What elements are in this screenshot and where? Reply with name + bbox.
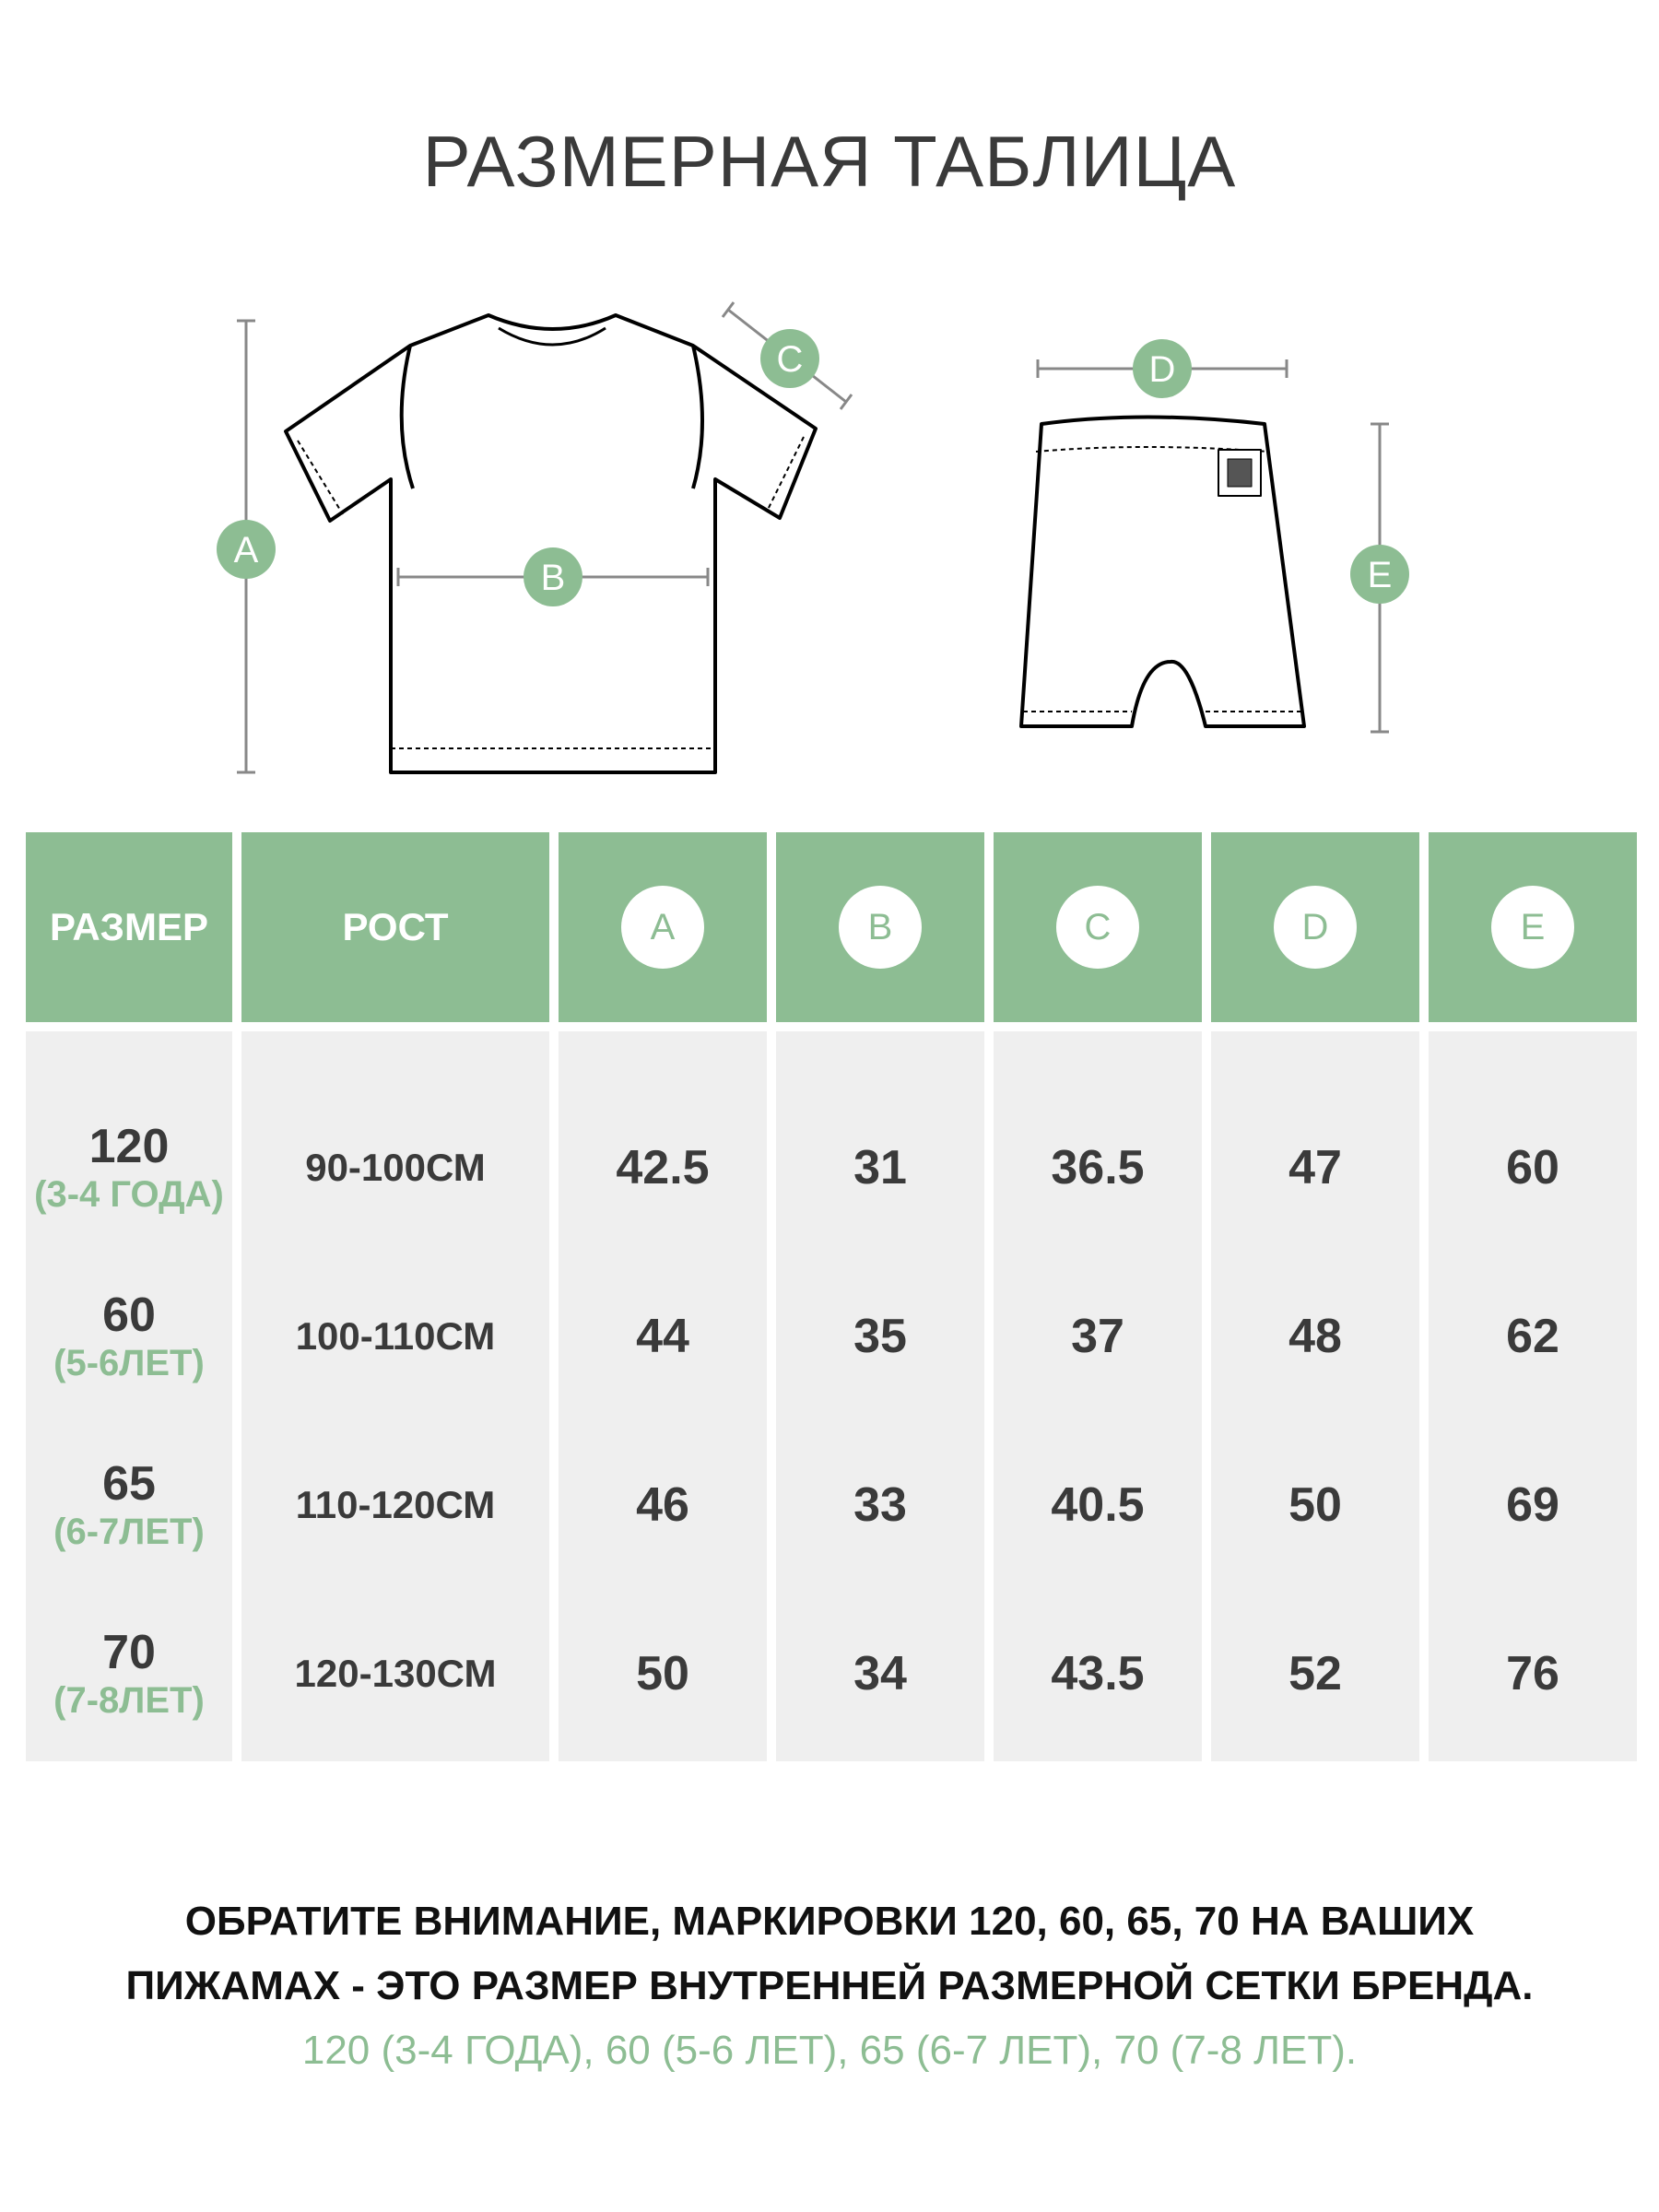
measure-b-label: B (540, 558, 566, 598)
table-body (26, 1031, 1639, 1761)
table-cell-e: 60 (1506, 1140, 1559, 1194)
table-cell-size (26, 1589, 232, 1758)
tshirt-illustration (286, 315, 816, 772)
column-height (241, 1031, 549, 1761)
header-size: РАЗМЕР (26, 832, 232, 1022)
table-cell-d: 50 (1288, 1477, 1342, 1532)
size-table (26, 832, 1639, 1761)
measure-a-marker (217, 520, 276, 579)
table-cell-b: 35 (853, 1309, 907, 1363)
measure-b-marker (524, 547, 582, 606)
shorts-illustration (1021, 418, 1304, 727)
measure-e-label: E (1367, 555, 1393, 595)
measure-a-label: A (233, 530, 259, 571)
table-cell-height: 100-110СМ (295, 1313, 496, 1358)
column-c (994, 1031, 1202, 1761)
table-cell-a: 42.5 (616, 1140, 710, 1194)
column-b (776, 1031, 984, 1761)
table-cell-b: 33 (853, 1477, 907, 1532)
header-e-badge: E (1491, 886, 1574, 969)
column-d (1211, 1031, 1419, 1761)
header-height: РОСТ (241, 832, 549, 1022)
header-b-badge: B (839, 886, 922, 969)
header-c-badge: C (1056, 886, 1139, 969)
size-age: (5-6ЛЕТ) (53, 1342, 205, 1383)
size-value: 70 (102, 1625, 156, 1679)
size-value: 60 (102, 1288, 156, 1342)
table-cell-c: 36.5 (1051, 1140, 1145, 1194)
size-note (0, 1889, 1659, 2083)
size-age: (7-8ЛЕТ) (53, 1679, 205, 1721)
size-age: (3-4 ГОДА) (34, 1173, 224, 1215)
header-e (1429, 832, 1637, 1022)
table-cell-e: 76 (1506, 1646, 1559, 1700)
table-cell-c: 43.5 (1051, 1646, 1145, 1700)
table-cell-height: 110-120СМ (295, 1482, 496, 1526)
note-line-1: ОБРАТИТЕ ВНИМАНИЕ, МАРКИРОВКИ 120, 60, 65, 70 НА ВАШИХ (184, 1899, 1475, 1944)
table-cell-a: 44 (636, 1309, 689, 1363)
note-line-3: 120 (3-4 ГОДА), 60 (5-6 ЛЕТ), 65 (6-7 ЛЕТ), 70 (7-8 ЛЕТ). (301, 2028, 1358, 2073)
table-cell-a: 46 (636, 1477, 689, 1532)
table-cell-d: 47 (1288, 1140, 1342, 1194)
table-header (26, 832, 1639, 1022)
measure-e-marker (1350, 545, 1409, 604)
header-a (559, 832, 767, 1022)
table-cell-d: 52 (1288, 1646, 1342, 1700)
table-cell-e: 62 (1506, 1309, 1559, 1363)
column-e (1429, 1031, 1637, 1761)
measure-c-marker (760, 329, 819, 388)
table-cell-e: 69 (1506, 1477, 1559, 1532)
size-value: 120 (88, 1119, 170, 1173)
header-d-badge: D (1274, 886, 1357, 969)
size-value: 65 (102, 1456, 156, 1511)
table-cell-height: 120-130СМ (294, 1651, 497, 1695)
table-cell-d: 48 (1288, 1309, 1342, 1363)
table-cell-c: 40.5 (1051, 1477, 1145, 1532)
column-a (559, 1031, 767, 1761)
table-cell-size (26, 1252, 232, 1420)
table-cell-b: 34 (853, 1646, 907, 1700)
table-cell-height: 90-100СМ (305, 1145, 486, 1189)
measure-d-marker (1133, 339, 1192, 398)
header-c (994, 832, 1202, 1022)
header-d (1211, 832, 1419, 1022)
column-size (26, 1031, 232, 1761)
measure-d-label: D (1148, 349, 1176, 390)
note-line-2: ПИЖАМАХ - ЭТО РАЗМЕР ВНУТРЕННЕЙ РАЗМЕРНОЙ СЕТКИ БРЕНДА. (125, 1963, 1534, 2008)
header-b (776, 832, 984, 1022)
table-cell-b: 31 (853, 1140, 907, 1194)
page-title: РАЗМЕРНАЯ ТАБЛИЦА (422, 121, 1237, 202)
header-a-badge: A (621, 886, 704, 969)
table-cell-c: 37 (1071, 1309, 1124, 1363)
table-cell-size (26, 1083, 232, 1252)
garment-diagram (0, 0, 1659, 793)
size-age: (6-7ЛЕТ) (53, 1511, 205, 1552)
table-cell-a: 50 (636, 1646, 689, 1700)
measure-c-label: C (776, 339, 804, 380)
table-cell-size (26, 1420, 232, 1589)
